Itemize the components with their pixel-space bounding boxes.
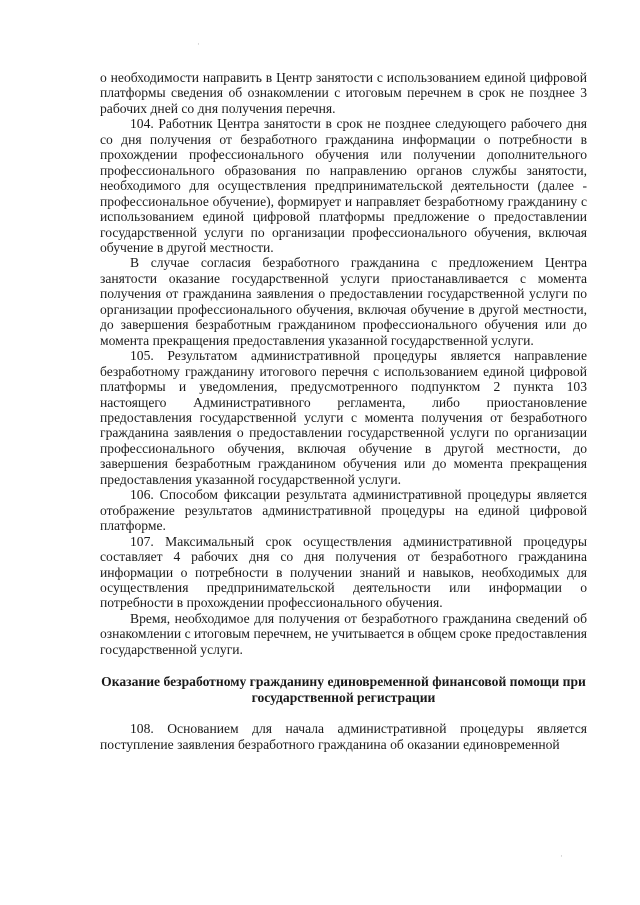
section-heading: Оказание безработному гражданину единовременной финансовой помощи при государственной регистрации (101, 674, 586, 705)
scan-mark: · (197, 40, 200, 50)
paragraph-106: 106. Способом фиксации результата административной процедуры является отображение результатов административной процедуры на единой цифровой платформе. (100, 487, 587, 534)
paragraph-104-consent: В случае согласия безработного гражданина с предложением Центра занятости оказание государственной услуги приостанавливается с момента получения от гражданина заявления о предоставлении государственной услуги по организации профессионального обучения, включая обучение в другой местности, до завершения безработным гражданином профессионального обучения или до момента прекращения предоставления указанной государственной услуги. (100, 255, 587, 348)
paragraph-105: 105. Результатом административной процедуры является направление безработному гражданину итогового перечня с использованием единой цифровой платформы и уведомления, предусмотренного подпунктом 2 пункта 103 настоящего Административного регламента, либо приостановление предоставления государственной услуги с момента получения от безработного гражданина заявления о предоставлении государственной услуги по организации профессионального обучения, включая обучение в другой местности, до завершения безработным гражданином обучения или до момента прекращения предоставления указанной государственной услуги. (100, 348, 587, 487)
paragraph-103-tail: о необходимости направить в Центр занятости с использованием единой цифровой платформы сведения об ознакомлении с итоговым перечнем в срок не позднее 3 рабочих дней со дня получения перечня. (100, 70, 587, 116)
paragraph-108: 108. Основанием для начала административной процедуры является поступление заявления безработного гражданина об оказании единовременной (100, 721, 587, 752)
scan-mark: · (560, 852, 563, 862)
paragraph-107-time: Время, необходимое для получения от безработного гражданина сведений об ознакомлении с итоговым перечнем, не учитывается в общем сроке предоставления государственной услуги. (100, 610, 587, 657)
paragraph-107: 107. Максимальный срок осуществления административной процедуры составляет 4 рабочих дня со дня получения от безработного гражданина информации о потребности в получении знаний и навыков, необходимых для осуществления предпринимательской деятельности или информации о потребности в прохождении профессионального обучения. (100, 533, 587, 611)
document-body (100, 70, 587, 752)
paragraph-104: 104. Работник Центра занятости в срок не позднее следующего рабочего дня со дня получения от безработного гражданина информации о потребности в прохождении профессионального обучения или получении дополнительного профессионального образования по направлению органов службы занятости, необходимого для осуществления предпринимательской деятельности (далее - профессиональное обучение), формирует и направляет безработному гражданину с использованием единой цифровой платформы предложение о предоставлении государственной услуги по организации профессионального обучения, включая обучение в другой местности. (100, 116, 587, 255)
